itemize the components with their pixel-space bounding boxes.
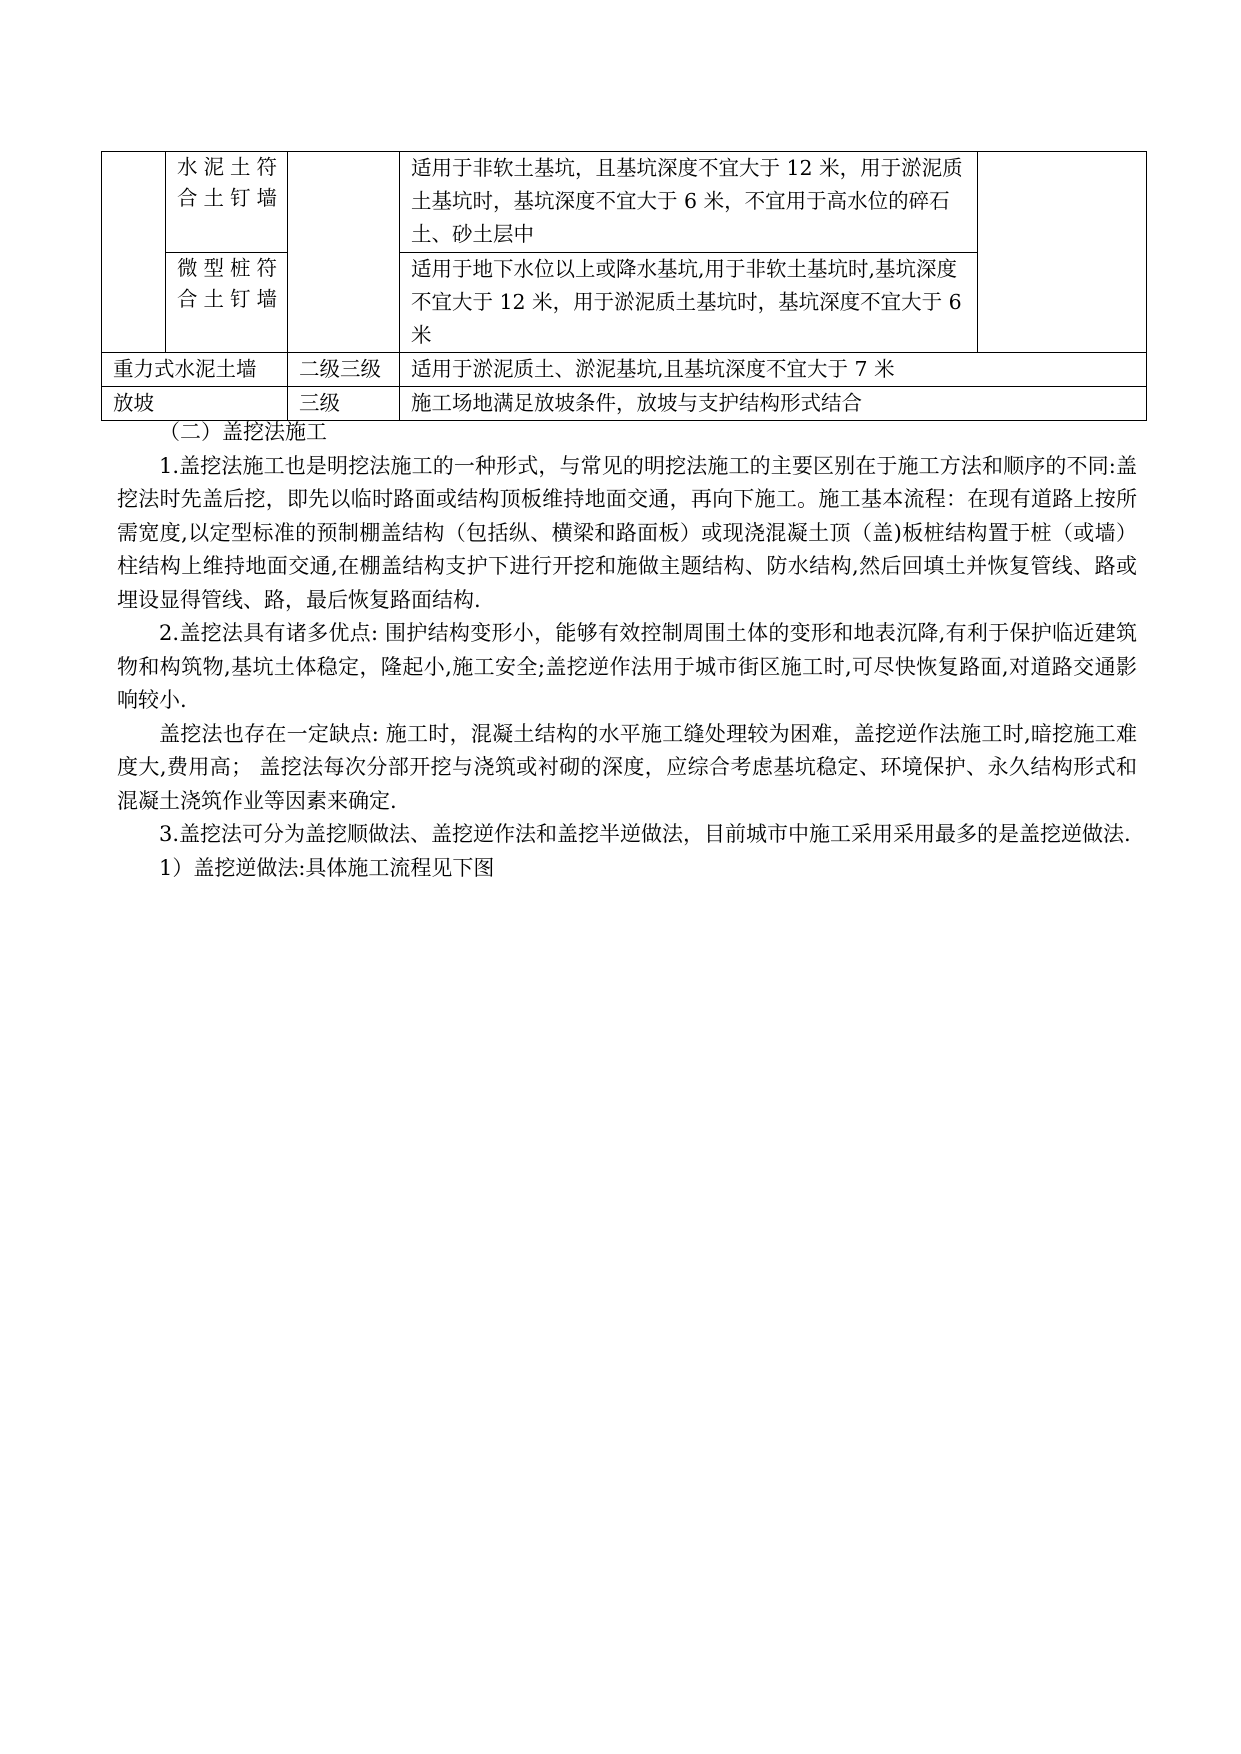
paragraph: 1.盖挖法施工也是明挖法施工的一种形式，与常见的明挖法施工的主要区别在于施工方法和顺序的不同:盖挖法时先盖后挖，即先以临时路面或结构顶板维持地面交通，再向下施工。施工基本流程：在现有道路上按所需宽度,以定型标准的预制棚盖结构（包括纵、横梁和路面板）或现浇混凝土顶（盖)板桩结构置于桩（或墙）柱结构上维持地面交通,在棚盖结构支护下进行开挖和施做主题结构、防水结构,然后回填土并恢复管线、路或埋设显得管线、路，最后恢复路面结构. (117, 453, 1137, 612)
table-cell-type: 重力式水泥土墙 (102, 353, 288, 387)
table-cell-scope: 适用于淤泥质土、淤泥基坑,且基坑深度不宜大于 7 米 (400, 353, 1147, 387)
table-cell-empty (102, 152, 166, 353)
table-cell-scope: 适用于非软土基坑，且基坑深度不宜大于 12 米，用于淤泥质土基坑时，基坑深度不宜大于 6 米，不宜用于高水位的碎石土、砂土层中 (400, 152, 978, 253)
table-cell-scope: 适用于地下水位以上或降水基坑,用于非软土基坑时,基坑深度不宜大于 12 米，用于淤泥质土基坑时，基坑深度不宜大于 6 米 (400, 253, 978, 353)
table-cell-remark (978, 152, 1147, 353)
paragraph: 3.盖挖法可分为盖挖顺做法、盖挖逆作法和盖挖半逆做法，目前城市中施工采用采用最多的是盖挖逆做法. (159, 822, 1131, 846)
support-structure-table (101, 151, 1147, 421)
table-cell-level: 三级 (288, 387, 400, 421)
table-cell-scope: 施工场地满足放坡条件，放坡与支护结构形式结合 (400, 387, 1147, 421)
table-row (102, 353, 1147, 387)
paragraph: 盖挖法也存在一定缺点: 施工时，混凝土结构的水平施工缝处理较为困难，盖挖逆作法施工时,暗挖施工难度大,费用高； 盖挖法每次分部开挖与浇筑或衬砌的深度，应综合考虑基坑稳定、环境保护、永久结构形式和混凝土浇筑作业等因素来确定. (117, 721, 1137, 813)
table-row (102, 152, 1147, 253)
table-cell-method: 微型桩符合土钉墙 (166, 253, 288, 353)
table-cell-method: 水泥土符合土钉墙 (166, 152, 288, 253)
document-body (117, 416, 1137, 885)
section-heading: （二）盖挖法施工 (159, 420, 327, 444)
paragraph: 2.盖挖法具有诸多优点: 围护结构变形小，能够有效控制周围土体的变形和地表沉降,有利于保护临近建筑物和构筑物,基坑土体稳定，隆起小,施工安全;盖挖逆作法用于城市街区施工时,可尽快恢复路面,对道路交通影响较小. (117, 621, 1137, 712)
sub-heading: 1）盖挖逆做法:具体施工流程见下图 (159, 855, 495, 880)
table-cell-level (288, 152, 400, 353)
table-cell-type: 放坡 (102, 387, 288, 421)
table-cell-level: 二级三级 (288, 353, 400, 387)
